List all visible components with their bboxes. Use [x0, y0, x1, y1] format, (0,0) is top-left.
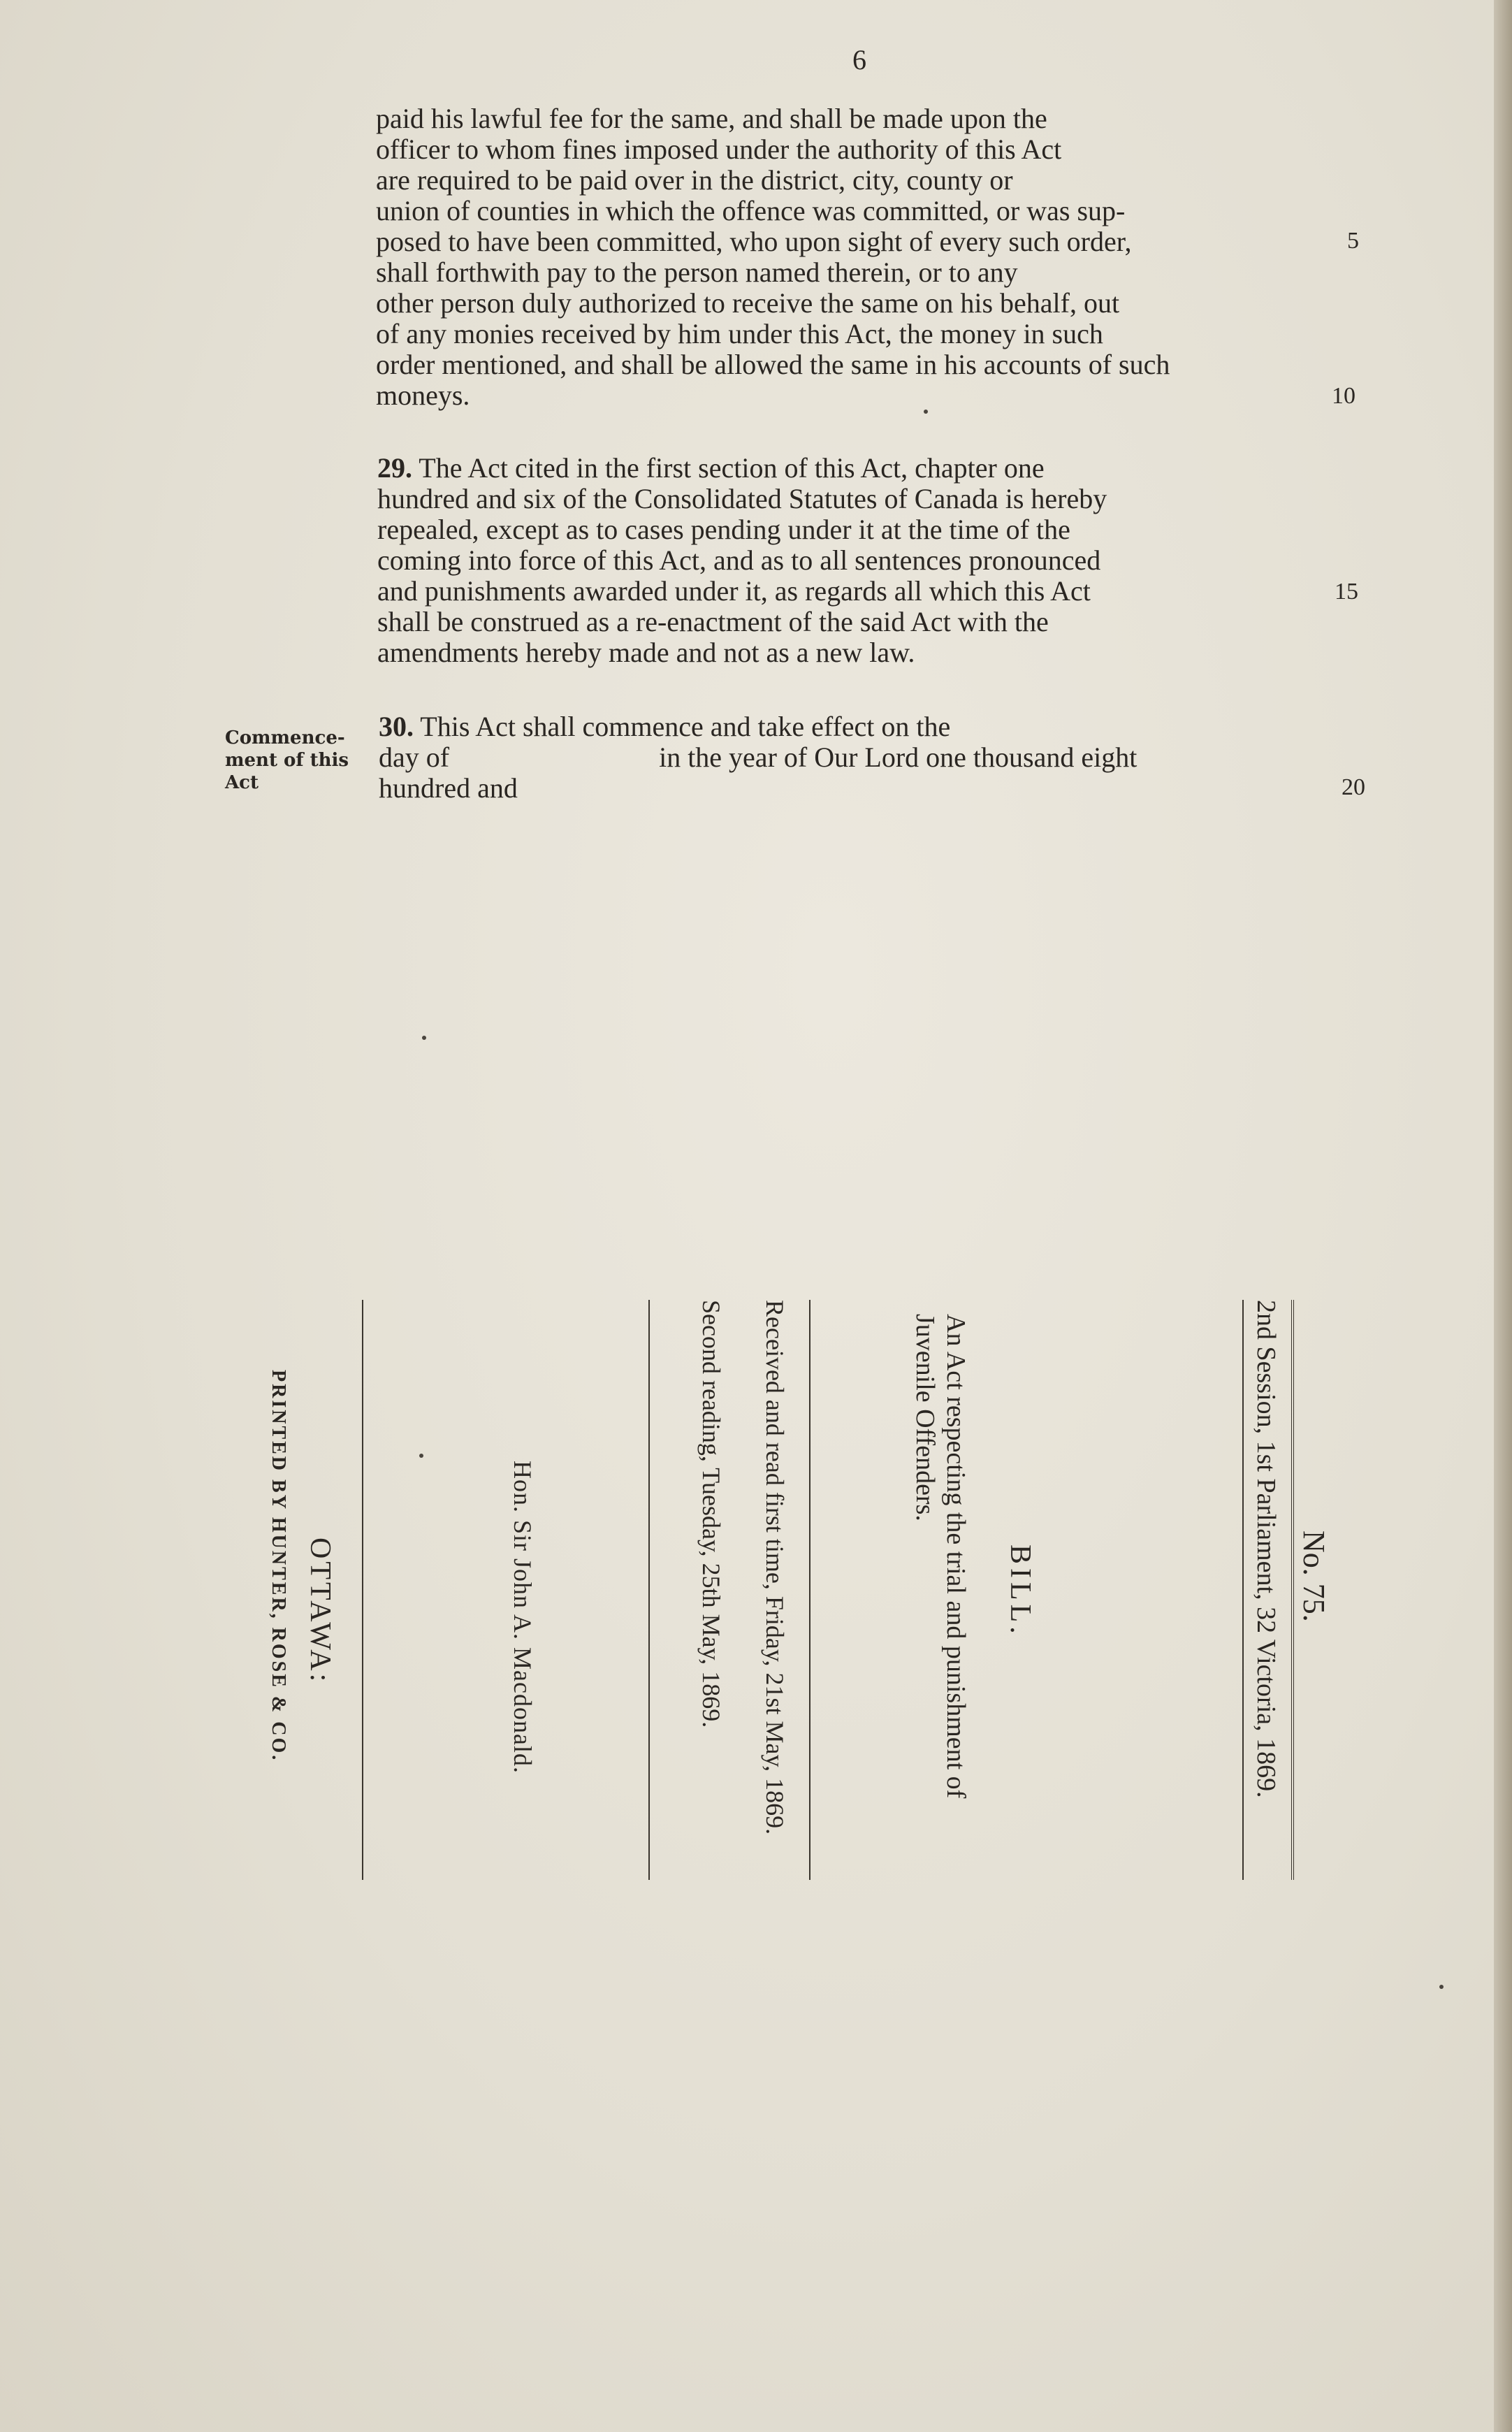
bill-heading: BILL.: [1004, 1544, 1036, 1638]
double-rule: [1291, 1300, 1294, 1880]
text-line: posed to have been committed, who upon sight of every such order,: [376, 226, 1132, 257]
text-line: and punishments awarded under it, as regards all which this Act: [377, 575, 1091, 607]
text-line: paid his lawful fee for the same, and shall be made upon the: [376, 103, 1047, 134]
line-number: 10: [1332, 383, 1355, 409]
section-text: This Act shall commence and take effect on the: [420, 711, 951, 742]
text-line: [379, 711, 1336, 742]
text-line: repealed, except as to cases pending under it at the time of the: [377, 514, 1070, 545]
session-line: 2nd Session, 1st Parliament, 32 Victoria, 1869.: [1251, 1300, 1281, 1798]
paragraph-continued: [376, 103, 1319, 411]
text-line: hundred and: [379, 772, 518, 804]
text-line: shall be construed as a re-enactment of the said Act with the: [377, 606, 1049, 637]
line-number: 20: [1342, 774, 1365, 800]
section-30: [379, 711, 1336, 804]
text-line: other person duly authorized to receive the same on his behalf, out: [376, 287, 1120, 319]
line-number: 15: [1335, 579, 1358, 605]
text-line: shall forthwith pay to the person named therein, or to any: [376, 256, 1018, 288]
text-line: are required to be paid over in the district, city, county or: [376, 164, 1013, 196]
print-speck: [924, 410, 928, 414]
divider: [648, 1300, 650, 1880]
text-line: union of counties in which the offence was committed, or was sup-: [376, 195, 1126, 226]
section-29: [377, 453, 1328, 668]
text-line: moneys.: [376, 379, 470, 411]
margin-note-line: Act: [225, 772, 259, 793]
text-line: coming into force of this Act, and as to all sentences pronounced: [377, 544, 1101, 576]
print-speck: [422, 1036, 426, 1040]
bill-number: No. 75.: [1297, 1530, 1331, 1622]
margin-note: [225, 727, 365, 794]
text-line: amendments hereby made and not as a new law.: [377, 637, 915, 668]
text-line: [377, 453, 1328, 484]
back-page-endorsement: [245, 1300, 1349, 1880]
divider: [1242, 1300, 1244, 1880]
text-line: hundred and six of the Consolidated Statutes of Canada is hereby: [377, 483, 1107, 514]
text-line: officer to whom fines imposed under the authority of this Act: [376, 133, 1062, 165]
bill-sponsor: Hon. Sir John A. Macdonald.: [509, 1461, 537, 1774]
print-speck: [1439, 1985, 1444, 1989]
imprint-printer: PRINTED BY HUNTER, ROSE & CO.: [268, 1370, 289, 1763]
page-number: 6: [852, 44, 866, 75]
page-edge: [1494, 0, 1512, 2432]
divider: [809, 1300, 810, 1880]
section-number: 29.: [377, 452, 412, 484]
section-number: 30.: [379, 711, 414, 742]
margin-note-line: ment of this: [225, 750, 349, 771]
margin-note-line: Commence-: [225, 728, 345, 748]
text-line: order mentioned, and shall be allowed the same in his accounts of such: [376, 349, 1170, 380]
bill-title: An Act respecting the trial and punishment of Juvenile Offenders.: [910, 1314, 971, 1799]
line-number: 5: [1347, 228, 1359, 254]
text-line: of any monies received by him under this Act, the money in such: [376, 318, 1103, 349]
divider: [362, 1300, 363, 1880]
second-reading: Second reading, Tuesday, 25th May, 1869.: [697, 1300, 725, 1728]
first-reading: Received and read first time, Friday, 21st May, 1869.: [761, 1300, 789, 1835]
imprint-city: OTTAWA:: [304, 1537, 336, 1685]
section-text: The Act cited in the first section of this Act, chapter one: [419, 452, 1045, 484]
text-line: day of in the year of Our Lord one thousand eight: [379, 741, 1137, 773]
